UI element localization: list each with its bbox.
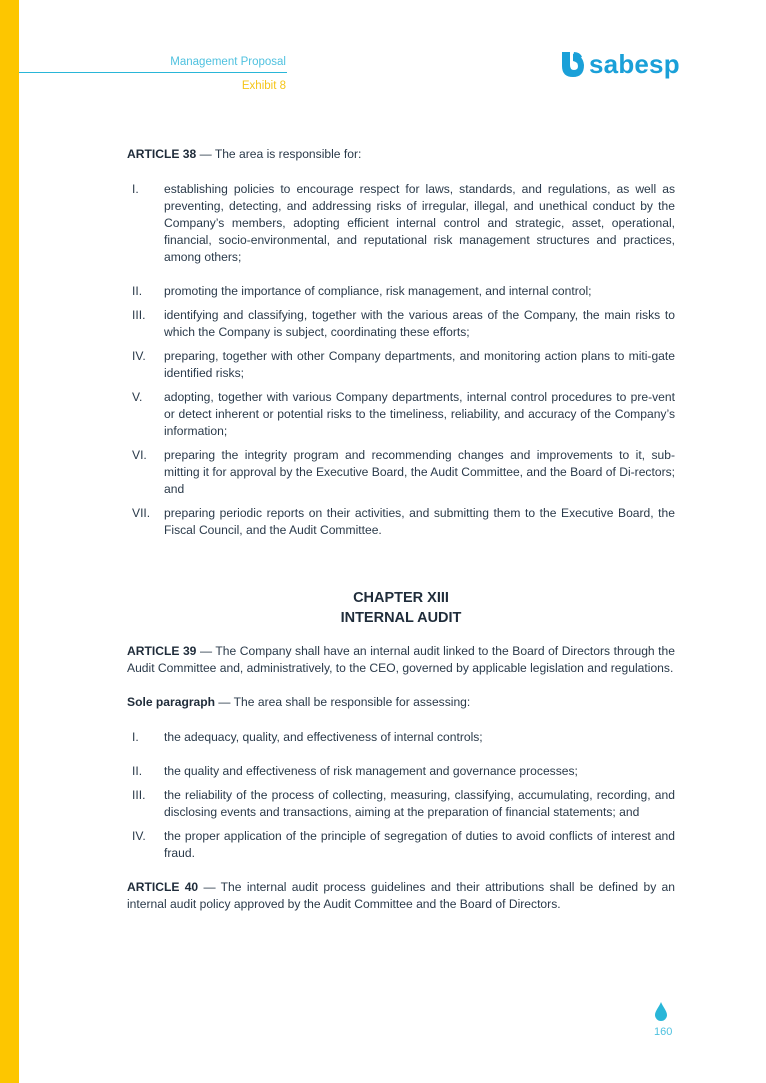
list-item: I. establishing policies to encourage respect for laws, standards, and regulations, as well as preventing, detecting, and addressing risks of irregular, illegal, and unethical conduct by the Company’s members, adopting efficient internal control and strategic, asset, operational, financial, socio-environmental, and reputational risk management structures and practices, among others; bbox=[132, 182, 675, 264]
sabesp-logo-icon bbox=[559, 50, 585, 78]
sabesp-logo-text: sabesp bbox=[589, 49, 680, 79]
list-item: VII. preparing periodic reports on their activities, and submitting them to the Executive Board, the Fiscal Council, and the Audit Committee. bbox=[132, 506, 675, 537]
chapter-title: INTERNAL AUDIT bbox=[340, 610, 462, 626]
document-body bbox=[127, 146, 675, 913]
chapter-heading bbox=[127, 588, 675, 628]
water-drop-icon bbox=[654, 1001, 668, 1021]
header-title: Management Proposal bbox=[170, 56, 286, 68]
article-40-paragraph bbox=[127, 879, 675, 913]
page-number: 160 bbox=[654, 1026, 673, 1038]
sole-paragraph bbox=[127, 694, 675, 711]
sole-paragraph-list bbox=[127, 729, 675, 862]
article-39-paragraph bbox=[127, 643, 675, 677]
sole-paragraph-text: — The area shall be responsible for assessing: bbox=[215, 695, 471, 709]
list-item: II. promoting the importance of compliance, risk management, and internal control; bbox=[132, 284, 592, 298]
side-accent-bar bbox=[0, 0, 19, 1083]
article-39-text: — The Company shall have an internal audit linked to the Board of Directors through the Audit Committee and, administratively, to the CEO, governed by applicable legislation and regulations. bbox=[127, 644, 675, 675]
article-38-list bbox=[127, 181, 675, 539]
article-40-text: — The internal audit process guidelines and their attributions shall be defined by an internal audit policy approved by the Audit Committee and the Board of Directors. bbox=[127, 880, 675, 911]
list-item: IV. the proper application of the principle of segregation of duties to avoid conflicts of interest and fraud. bbox=[132, 829, 675, 860]
list-item: III. identifying and classifying, together with the various areas of the Company, the main risks to which the Company is subject, coordinating these efforts; bbox=[132, 308, 675, 339]
sole-paragraph-label: Sole paragraph bbox=[127, 695, 216, 709]
list-item: I. the adequacy, quality, and effectiveness of internal controls; bbox=[132, 730, 483, 744]
list-item: IV. preparing, together with other Company departments, and monitoring action plans to miti-gate identified risks; bbox=[132, 349, 675, 380]
list-item: II. the quality and effectiveness of risk management and governance processes; bbox=[132, 764, 578, 778]
list-item: III. the reliability of the process of collecting, measuring, classifying, accumulating, recording, and disclosing events and transactions, aiming at the preparation of financial statements; and bbox=[132, 788, 675, 819]
header-exhibit: Exhibit 8 bbox=[241, 80, 286, 92]
list-item: VI. preparing the integrity program and recommending changes and improvements to it, sub-mitting it for approval by the Executive Board, the Audit Committee, and the Board of Di-rectors; and bbox=[132, 448, 675, 496]
header-rule bbox=[19, 72, 287, 73]
article-38-intro: — The area is responsible for: bbox=[196, 147, 362, 161]
sabesp-logo bbox=[559, 50, 680, 78]
article-40-label: ARTICLE 40 bbox=[127, 880, 199, 894]
list-item: V. adopting, together with various Company departments, internal control procedures to pre-vent or detect inherent or potential risks to the timeliness, reliability, and accuracy of the Company’s information; bbox=[132, 390, 675, 438]
article-38-heading bbox=[127, 146, 675, 163]
article-39-label: ARTICLE 39 bbox=[127, 644, 197, 658]
chapter-number: CHAPTER XIII bbox=[353, 590, 449, 606]
article-38-label: ARTICLE 38 bbox=[127, 147, 197, 161]
